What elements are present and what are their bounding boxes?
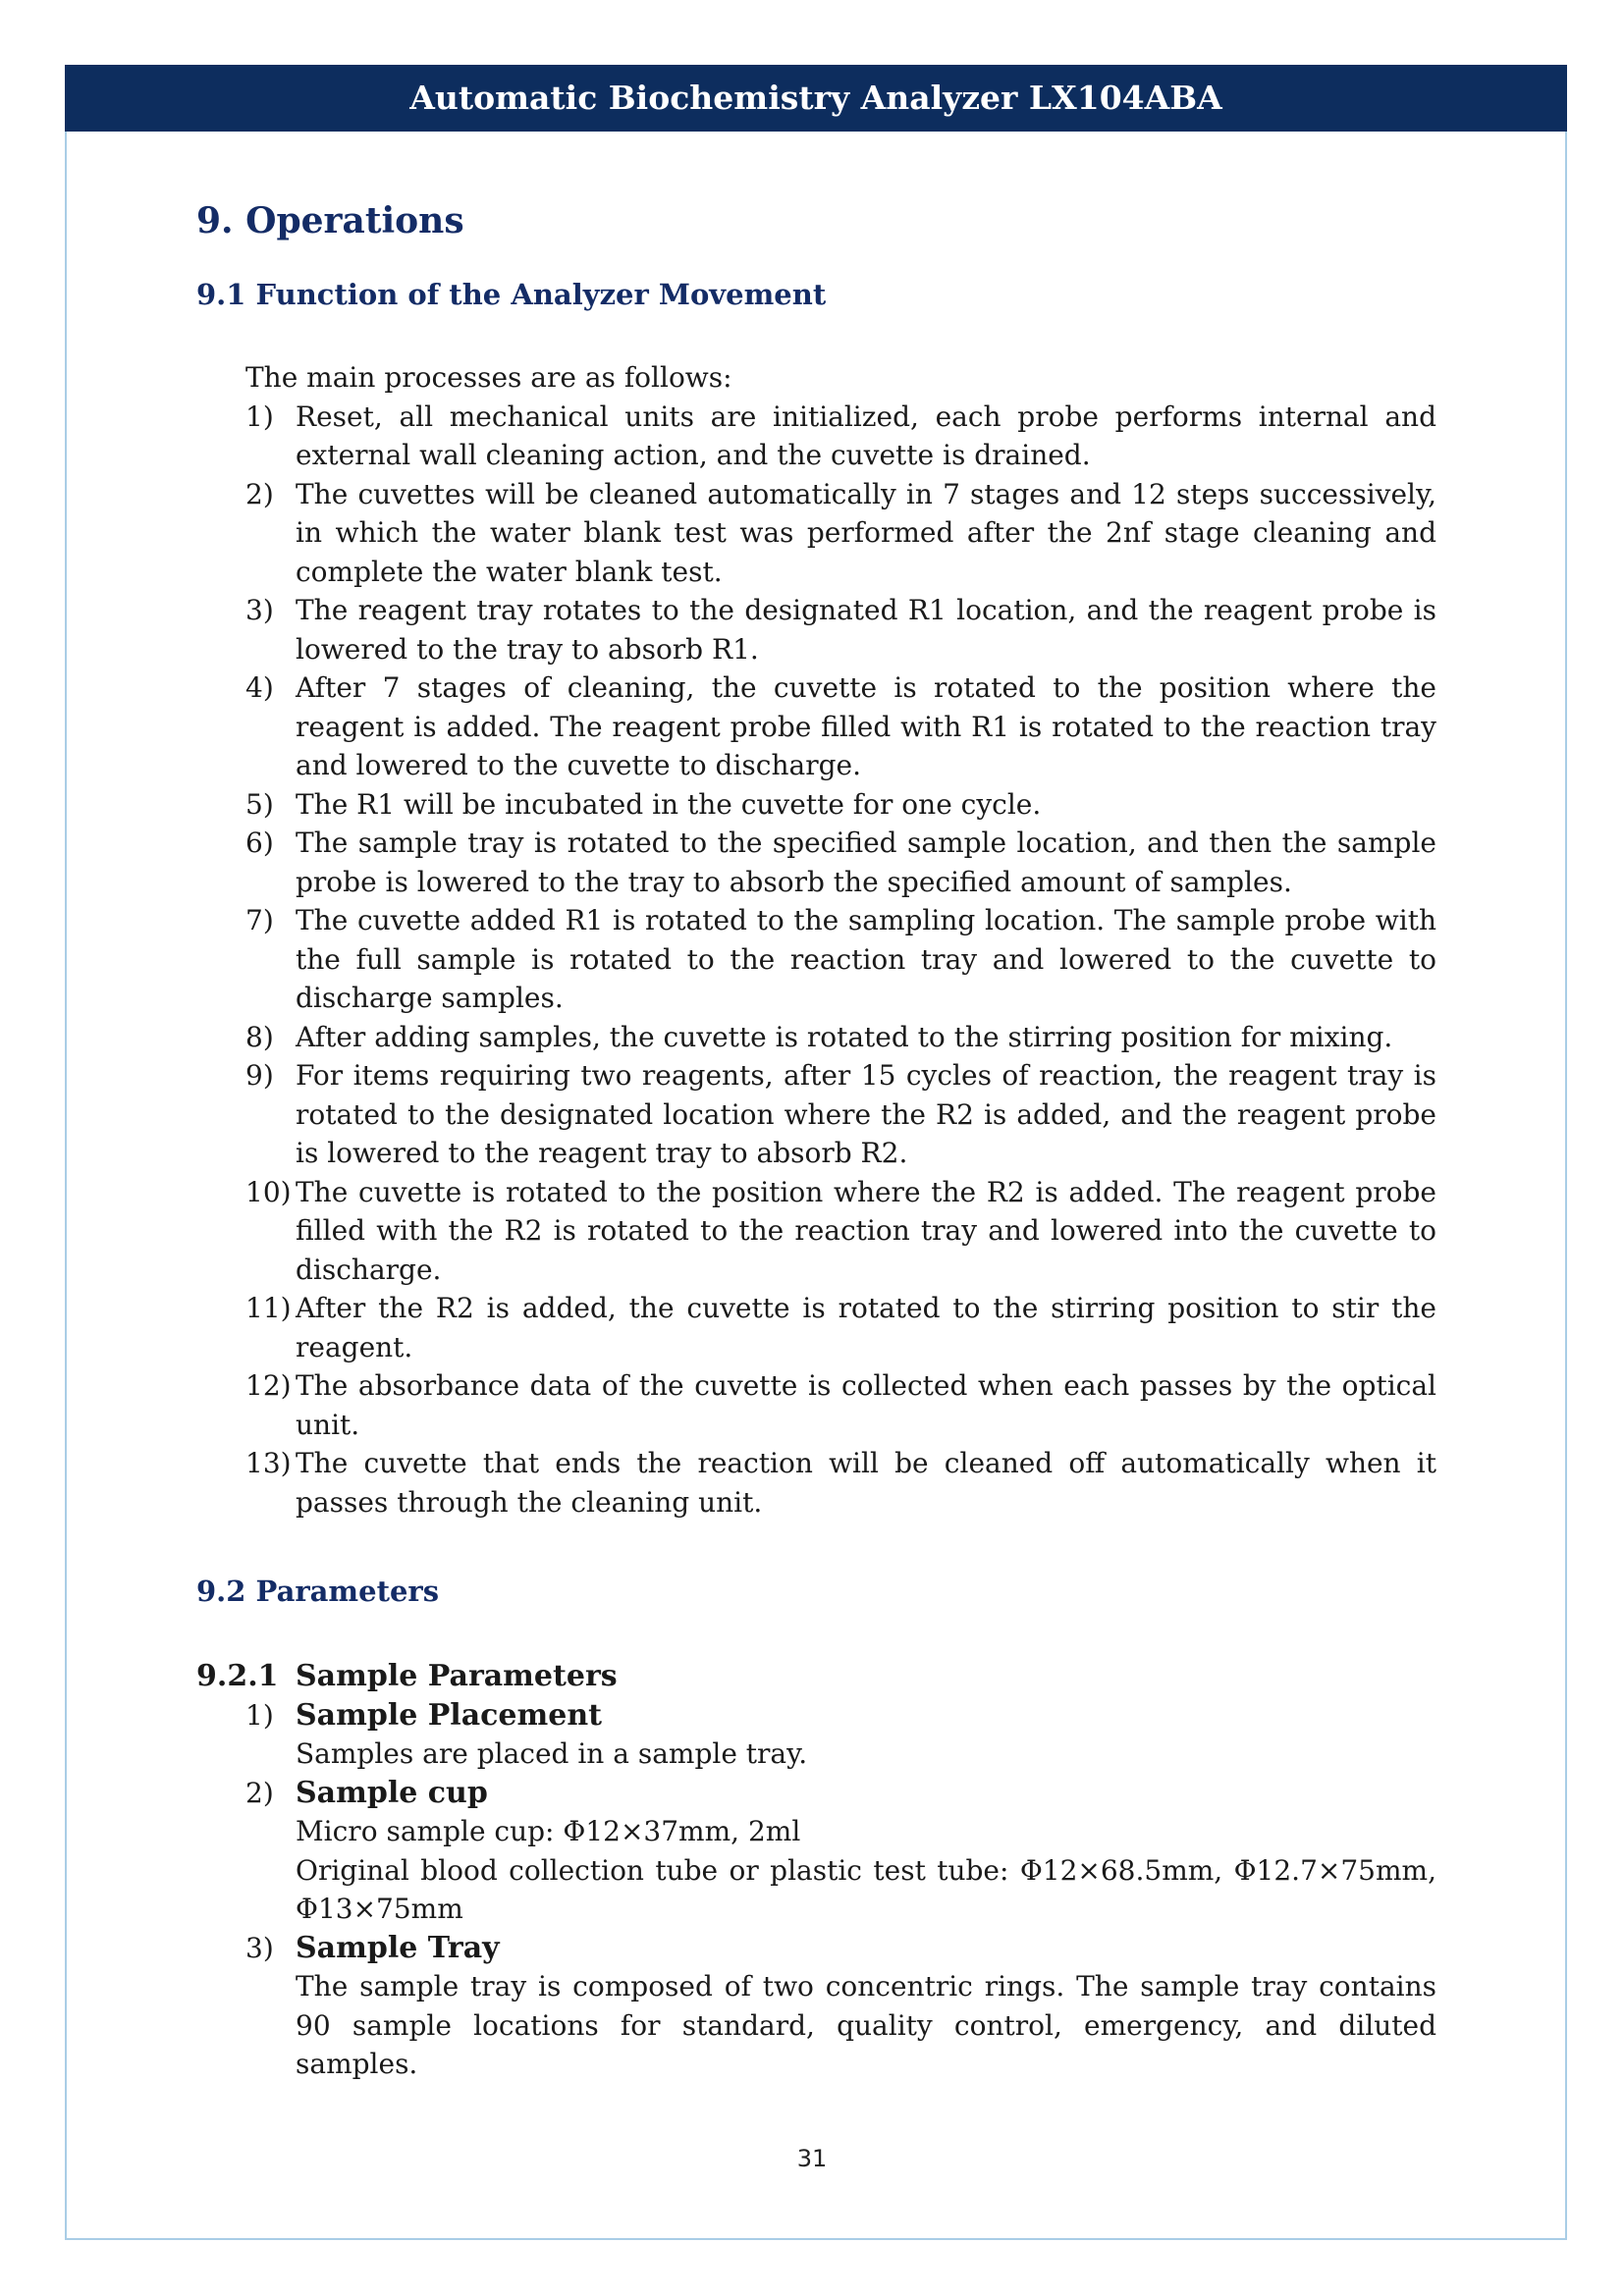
list-item [196,668,1436,785]
item-text: Original blood collection tube or plastic test tube: Φ12×68.5mm, Φ12.7×75mm, Φ13×75mm [296,1853,1436,1925]
list-item [196,1444,1436,1522]
sample-parameters-list [196,1696,1436,2084]
list-item [196,1774,1436,1929]
item-title: Sample Tray [296,1930,500,1965]
step-text: The R1 will be incubated in the cuvette for one cycle. [296,787,1042,821]
list-item [196,1366,1436,1444]
step-number: 12) [245,1369,292,1402]
step-text: Reset, all mechanical units are initialized, each probe performs internal and external wall cleaning action, and the cuvette is drained. [296,400,1436,471]
step-number: 7) [245,904,274,936]
step-number: 5) [245,787,274,821]
step-number: 11) [245,1292,292,1324]
step-number: 10) [245,1175,292,1208]
list-item [196,475,1436,592]
step-text: After 7 stages of cleaning, the cuvette is rotated to the position where the reagent is added. The reagent probe filled with R1 is rotated to the reaction tray and lowered to the cuvette to discharge. [296,671,1436,781]
list-item [196,824,1436,901]
subsection-heading [196,1657,1436,1696]
item-text: Micro sample cup: Φ12×37mm, 2ml [296,1815,801,1847]
item-text: Samples are placed in a sample tray. [296,1737,808,1770]
section-title: 9. Operations [196,200,464,241]
step-number: 8) [245,1020,274,1053]
section-9-2-title: 9.2 Parameters [196,1575,440,1608]
step-text: The cuvette is rotated to the position where the R2 is added. The reagent probe filled with the R2 is rotated to the reaction tray and lowered into the cuvette to discharge. [296,1175,1436,1286]
step-text: The absorbance data of the cuvette is collected when each passes by the optical unit. [296,1369,1436,1441]
step-text: The reagent tray rotates to the designated R1 location, and the reagent probe is lowered to the tray to absorb R1. [296,594,1436,666]
step-text: The cuvettes will be cleaned automatically in 7 stages and 12 steps successively, in which the water blank test was performed after the 2nf stage cleaning and complete the water blank test. [296,477,1436,588]
step-text: The cuvette that ends the reaction will be cleaned off automatically when it passes through the cleaning unit. [296,1447,1436,1519]
step-number: 6) [245,827,274,859]
list-item [196,901,1436,1018]
step-text: The sample tray is rotated to the specified sample location, and then the sample probe is lowered to the tray to absorb the specified amount of samples. [296,827,1436,898]
item-number: 2) [245,1776,274,1809]
item-title: Sample Placement [296,1697,602,1733]
list-item [196,1173,1436,1290]
list-item [196,591,1436,668]
item-number: 1) [245,1698,274,1732]
list-item [196,1018,1436,1057]
step-number: 2) [245,477,274,510]
page-header-title: Automatic Biochemistry Analyzer LX104ABA [65,65,1567,132]
step-text: For items requiring two reagents, after 15 cycles of reaction, the reagent tray is rotated to the designated location where the R2 is added, and the reagent probe is lowered to the reagent tray to absorb R2. [296,1059,1436,1169]
step-number: 13) [245,1447,292,1479]
subsection-number: 9.2.1 [196,1659,279,1693]
list-item [196,1056,1436,1173]
list-item [196,398,1436,475]
item-title: Sample cup [296,1775,488,1810]
step-number: 9) [245,1059,274,1092]
step-text: The cuvette added R1 is rotated to the sampling location. The sample probe with the full sample is rotated to the reaction tray and lowered to the cuvette to discharge samples. [296,904,1436,1014]
intro-text: The main processes are as follows: [245,361,732,394]
page-content [196,191,1436,2084]
list-item [196,1929,1436,2084]
list-item [196,1696,1436,1774]
list-item [196,785,1436,825]
item-text: The sample tray is composed of two concentric rings. The sample tray contains 90 sample locations for standard, quality control, emergency, and diluted samples. [296,1970,1436,2080]
subsection-title: Sample Parameters [296,1659,618,1693]
step-number: 1) [245,400,274,433]
step-number: 4) [245,671,274,704]
step-text: After the R2 is added, the cuvette is rotated to the stirring position to stir the reagent. [296,1292,1436,1363]
step-number: 3) [245,594,274,626]
step-text: After adding samples, the cuvette is rotated to the stirring position for mixing. [296,1020,1393,1053]
section-9-1-title: 9.1 Function of the Analyzer Movement [196,278,827,311]
list-item [196,1289,1436,1366]
process-steps-list [196,398,1436,1522]
page-number: 31 [796,2145,828,2172]
item-number: 3) [245,1931,274,1964]
